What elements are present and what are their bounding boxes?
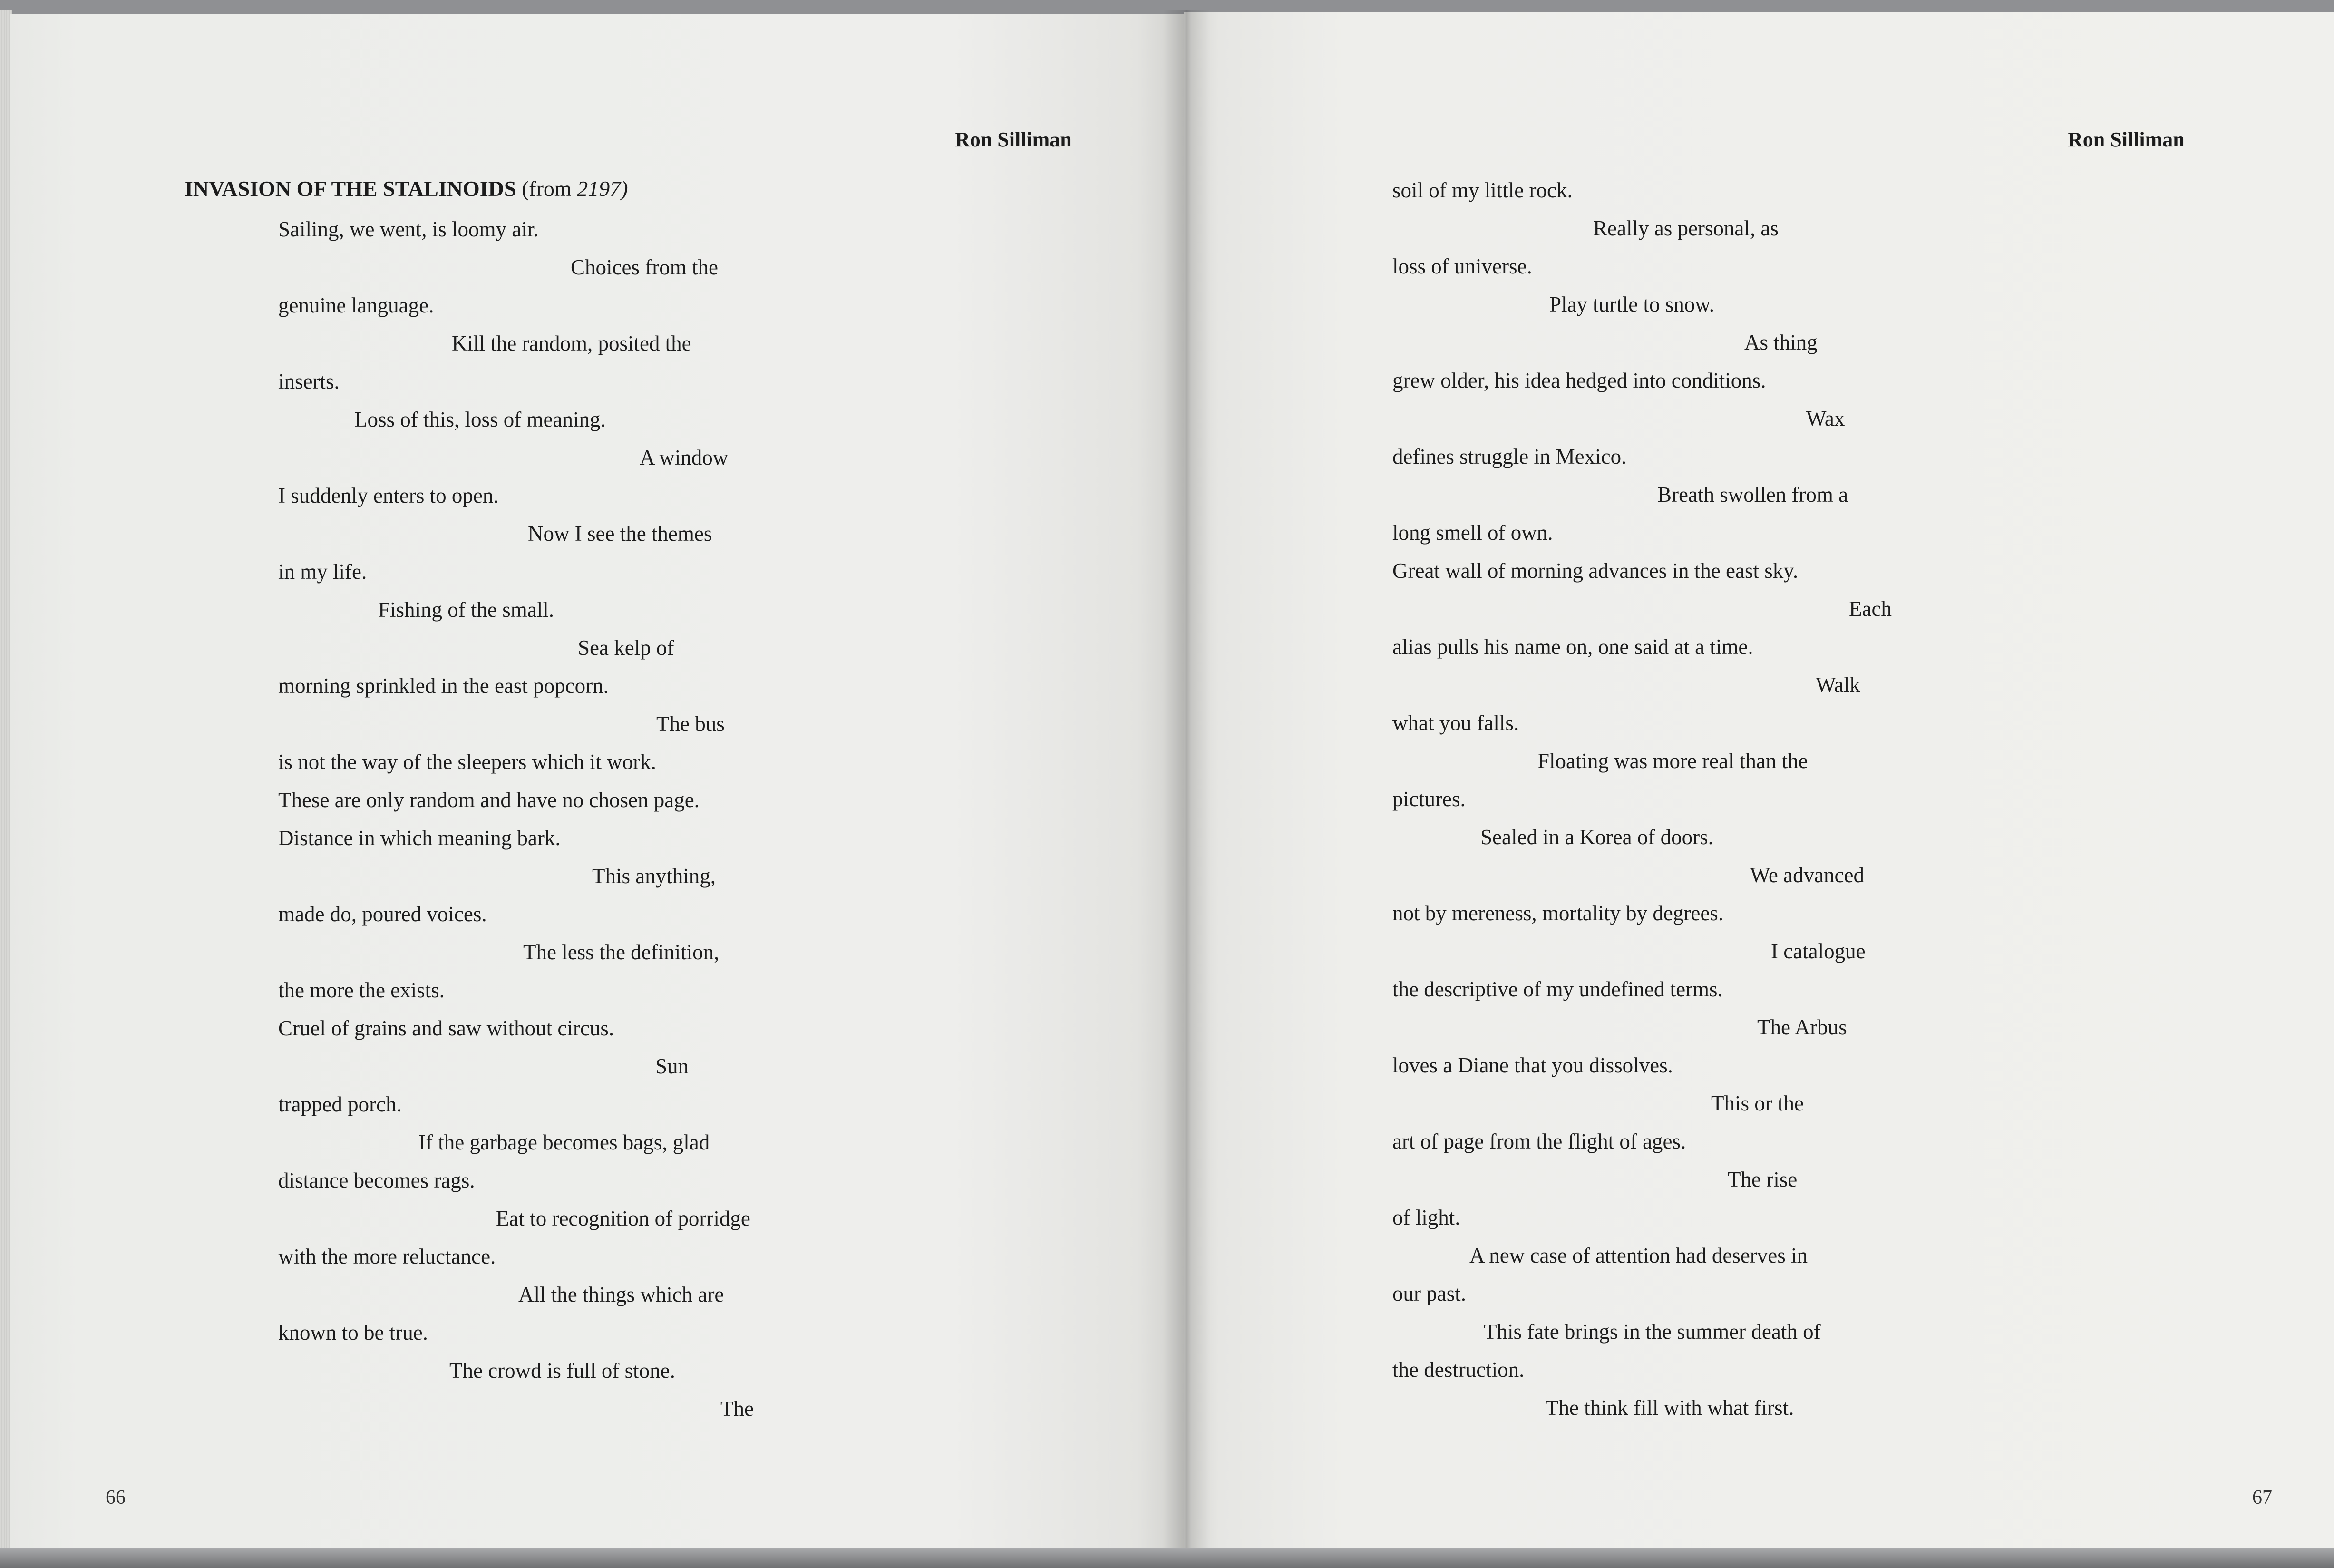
right-line: loves a Diane that you dissolves. bbox=[1392, 1053, 1673, 1077]
left-line: I suddenly enters to open. bbox=[278, 484, 499, 507]
left-line: trapped porch. bbox=[278, 1092, 402, 1116]
book-gutter bbox=[1163, 10, 1210, 1560]
right-line: long smell of own. bbox=[1392, 521, 1553, 545]
left-line: Sea kelp of bbox=[578, 636, 674, 660]
right-line: This fate brings in the summer death of bbox=[1484, 1320, 1821, 1344]
right-line: Really as personal, as bbox=[1593, 216, 1779, 240]
left-line: If the garbage becomes bags, glad bbox=[418, 1130, 710, 1154]
right-line: The rise bbox=[1728, 1168, 1798, 1191]
right-line: Play turtle to snow. bbox=[1549, 292, 1715, 316]
right-line: Each bbox=[1849, 597, 1892, 621]
left-line: Now I see the themes bbox=[528, 522, 712, 545]
right-line: our past. bbox=[1392, 1282, 1466, 1305]
left-line: morning sprinkled in the east popcorn. bbox=[278, 674, 609, 698]
right-line: Floating was more real than the bbox=[1537, 749, 1808, 773]
right-line: not by mereness, mortality by degrees. bbox=[1392, 901, 1724, 925]
left-line: Loss of this, loss of meaning. bbox=[354, 408, 606, 431]
right-line: soil of my little rock. bbox=[1392, 178, 1573, 202]
right-line: alias pulls his name on, one said at a time. bbox=[1392, 635, 1753, 659]
book-bottom-edge bbox=[0, 1548, 2334, 1568]
left-running-head: Ron Silliman bbox=[955, 128, 1072, 151]
poem-title bbox=[185, 176, 628, 201]
left-line: the more the exists. bbox=[278, 978, 445, 1002]
left-line: Eat to recognition of porridge bbox=[496, 1207, 750, 1230]
right-line: of light. bbox=[1392, 1206, 1460, 1229]
right-line: We advanced bbox=[1750, 863, 1864, 887]
left-line: All the things which are bbox=[518, 1283, 724, 1306]
left-line: Cruel of grains and saw without circus. bbox=[278, 1016, 614, 1040]
right-line: art of page from the flight of ages. bbox=[1392, 1130, 1686, 1153]
right-line: Breath swollen from a bbox=[1657, 483, 1848, 506]
left-line: inserts. bbox=[278, 370, 340, 393]
right-line: As thing bbox=[1744, 331, 1818, 354]
left-line: made do, poured voices. bbox=[278, 902, 487, 926]
left-line: with the more reluctance. bbox=[278, 1245, 496, 1268]
right-line: loss of universe. bbox=[1392, 254, 1532, 278]
right-line: defines struggle in Mexico. bbox=[1392, 445, 1627, 468]
right-running-head: Ron Silliman bbox=[2068, 128, 2185, 151]
left-line: known to be true. bbox=[278, 1321, 428, 1344]
left-line: Sailing, we went, is loomy air. bbox=[278, 217, 539, 241]
right-line: Wax bbox=[1806, 407, 1845, 430]
right-line: Walk bbox=[1816, 673, 1860, 697]
right-line: This or the bbox=[1711, 1091, 1804, 1115]
left-line: The bus bbox=[656, 712, 725, 736]
right-line: the descriptive of my undefined terms. bbox=[1392, 977, 1723, 1001]
right-line: grew older, his idea hedged into conditions. bbox=[1392, 369, 1766, 392]
right-line: A new case of attention had deserves in bbox=[1469, 1244, 1808, 1267]
right-page-number: 67 bbox=[2252, 1487, 2272, 1509]
right-line: The think fill with what first. bbox=[1546, 1396, 1794, 1420]
poem-title-main: INVASION OF THE STALINOIDS bbox=[185, 176, 516, 201]
right-line: Great wall of morning advances in the east sky. bbox=[1392, 559, 1799, 583]
left-line: Distance in which meaning bark. bbox=[278, 826, 561, 850]
right-line: I catalogue bbox=[1771, 939, 1866, 963]
left-line: Sun bbox=[655, 1054, 689, 1078]
left-page-number: 66 bbox=[106, 1487, 126, 1509]
left-line: genuine language. bbox=[278, 293, 434, 317]
right-line: what you falls. bbox=[1392, 711, 1519, 735]
left-line: Fishing of the small. bbox=[378, 598, 554, 622]
left-line: A window bbox=[640, 446, 729, 469]
poem-title-note: (from 2197) bbox=[521, 176, 628, 201]
left-line: Choices from the bbox=[571, 255, 718, 279]
left-page bbox=[10, 14, 1184, 1550]
right-line: pictures. bbox=[1392, 787, 1466, 811]
right-line: the destruction. bbox=[1392, 1358, 1525, 1382]
left-line: The less the definition, bbox=[523, 940, 720, 964]
right-line: Sealed in a Korea of doors. bbox=[1480, 825, 1713, 849]
left-line: These are only random and have no chosen page. bbox=[278, 788, 700, 812]
left-line: Kill the random, posited the bbox=[452, 331, 691, 355]
right-line: The Arbus bbox=[1757, 1015, 1847, 1039]
left-line: distance becomes rags. bbox=[278, 1169, 475, 1192]
left-line: The crowd is full of stone. bbox=[449, 1359, 675, 1383]
left-line: in my life. bbox=[278, 560, 367, 584]
left-line: The bbox=[720, 1397, 754, 1421]
left-line: is not the way of the sleepers which it work. bbox=[278, 750, 656, 774]
left-line: This anything, bbox=[592, 864, 716, 888]
